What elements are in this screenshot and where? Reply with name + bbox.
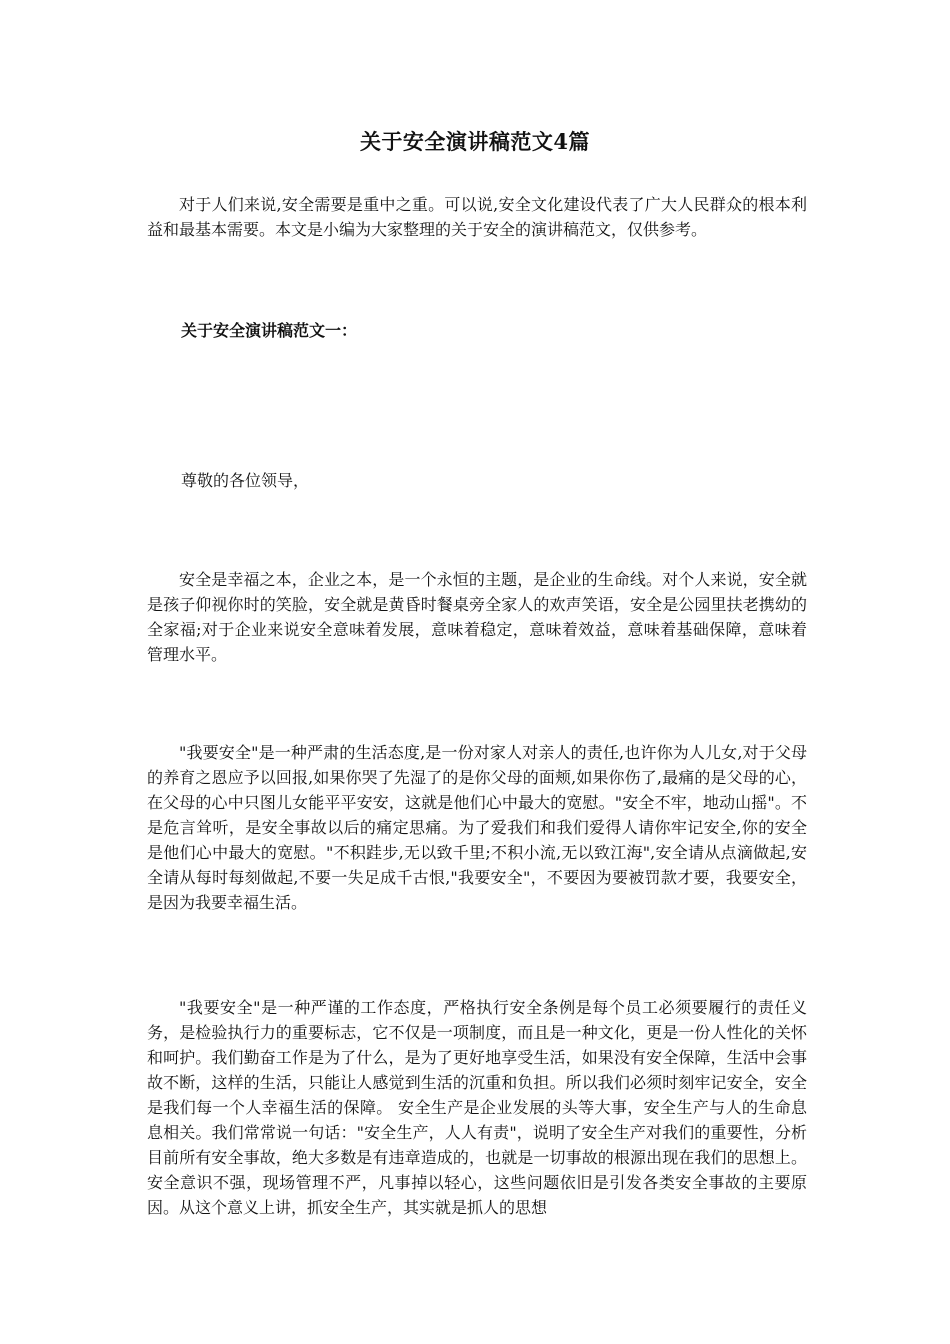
body-paragraph-2: "我要安全"是一种严肃的生活态度,是一份对家人对亲人的责任,也许你为人儿女,对于父母的养育之恩应予以回报,如果你哭了先湿了的是你父母的面颊,如果你伤了,最痛的是父母的心，在父母的心中只图儿女能平平安安，这就是他们心中最大的宽慰。"安全不牢，地动山摇"。不是危言耸听，是安全事故以后的痛定思痛。为了爱我们和我们爱得人请你牢记安全,你的安全是他们心中最大的宽慰。"不积跬步,无以致千里;不积小流,无以致江海",安全请从点滴做起,安全请从每时每刻做起,不要一失足成千古恨,"我要安全"，不要因为要被罚款才要，我要安全，是因为我要幸福生活。: [147, 743, 807, 912]
salutation: 尊敬的各位领导，: [181, 471, 310, 490]
body-paragraph-3: "我要安全"是一种严谨的工作态度，严格执行安全条例是每个员工必须要履行的责任义务，是检验执行力的重要标志，它不仅是一项制度，而且是一种文化，更是一份人性化的关怀和呵护。我们勤奋工作是为了什么，是为了更好地享受生活，如果没有安全保障，生活中会事故不断，这样的生活，只能让人感觉到生活的沉重和负担。所以我们必须时刻牢记安全，安全是我们每一个人幸福生活的保障。 安全生产是企业发展的头等大事，安全生产与人的生命息息相关。我们常常说一句话："安全生产，人人有责"，说明了安全生产对我们的重要性，分析目前所有安全事故，绝大多数是有违章造成的，也就是一切事故的根源出现在我们的思想上。安全意识不强，现场管理不严，凡事掉以轻心，这些问题依旧是引发各类安全事故的主要原因。从这个意义上讲，抓安全生产，其实就是抓人的思想: [147, 998, 807, 1217]
section-heading: 关于安全演讲稿范文一：: [181, 321, 358, 340]
document-title: 关于安全演讲稿范文4篇: [359, 129, 591, 154]
body-paragraph-1: 安全是幸福之本，企业之本，是一个永恒的主题，是企业的生命线。对个人来说，安全就是孩子仰视你时的笑脸，安全就是黄昏时餐桌旁全家人的欢声笑语，安全是公园里扶老携幼的全家福;对于企业来说安全意味着发展，意味着稳定，意味着效益，意味着基础保障，意味着管理水平。: [147, 570, 807, 664]
intro-paragraph: 对于人们来说,安全需要是重中之重。可以说,安全文化建设代表了广大人民群众的根本利益和最基本需要。本文是小编为大家整理的关于安全的演讲稿范文，仅供参考。: [147, 195, 807, 239]
